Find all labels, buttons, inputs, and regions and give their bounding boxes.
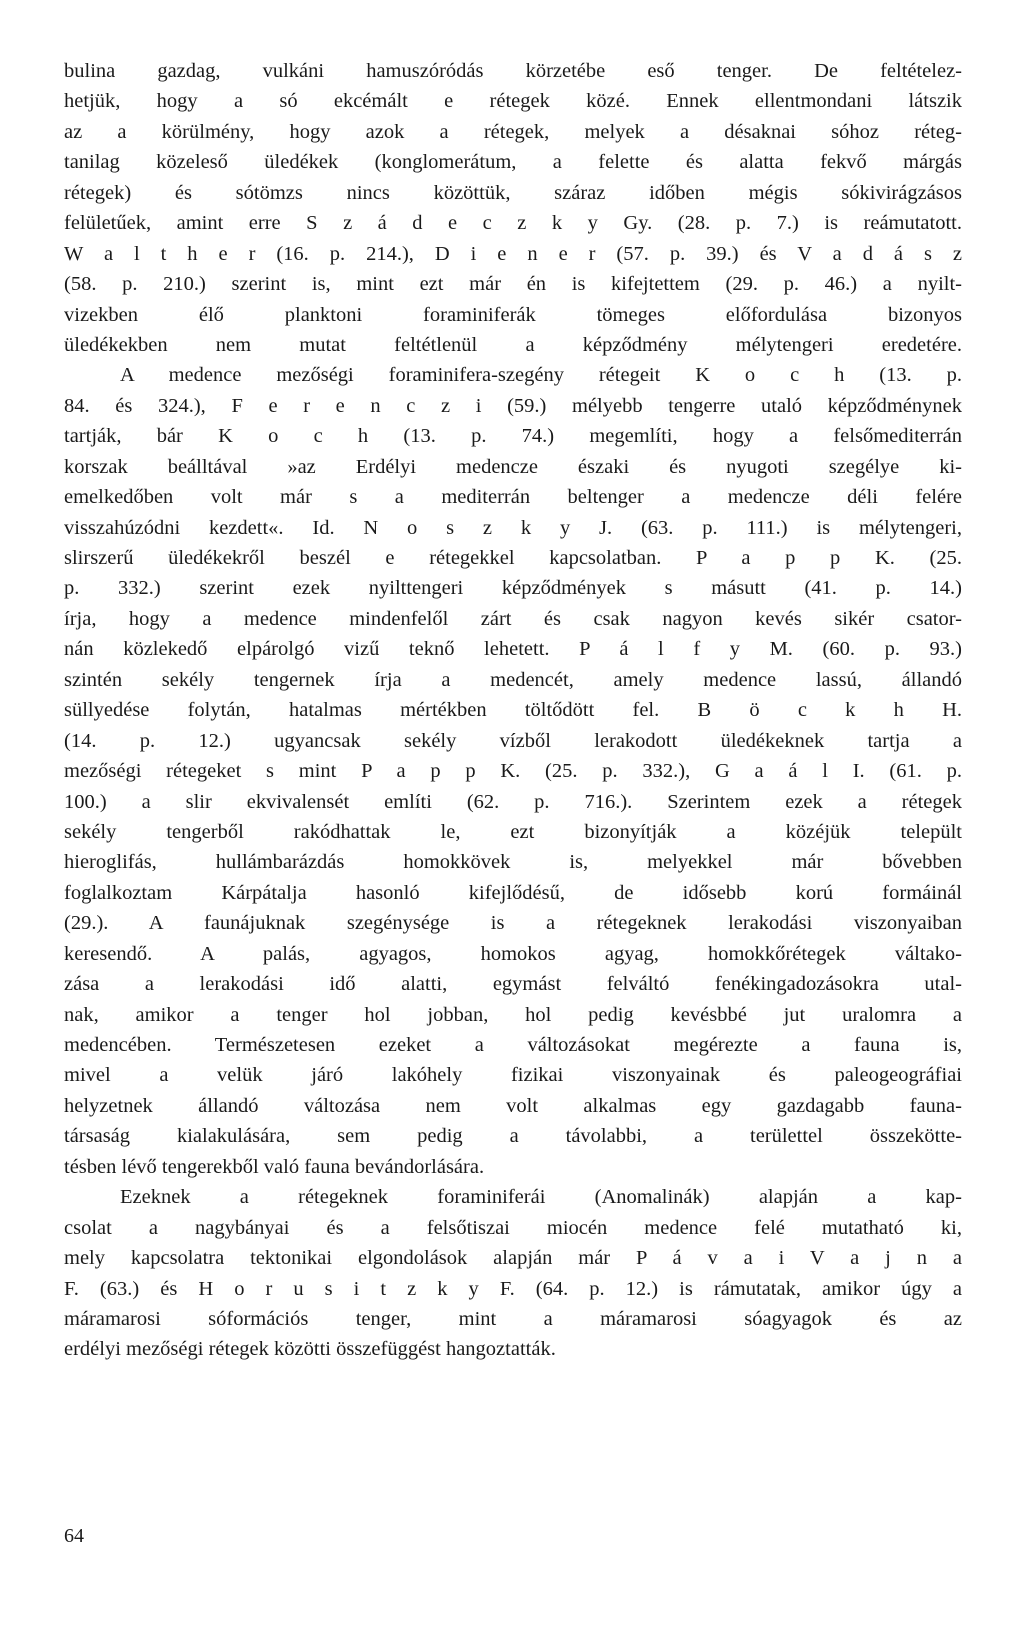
text-line: zása a lerakodási idő alatti, egymást felváltó fenékingadozásokra utal- [64, 973, 962, 996]
text-line: nak, amikor a tenger hol jobban, hol pedig kevésbbé jut uralomra a [64, 1003, 962, 1026]
text-line: csolat a nagybányai és a felsőtiszai miocén medence felé mutatható ki, [64, 1216, 962, 1239]
text-line: p. 332.) szerint ezek nyilttengeri képződmények s másutt (41. p. 14.) [64, 577, 962, 600]
text-line: szintén sekély tengernek írja a medencét, amely medence lassú, állandó [64, 668, 962, 691]
text-line: Ezeknek a rétegeknek foraminiferái (Anomalinák) alapján a kap- [120, 1186, 962, 1209]
text-line: nán közlekedő elpárolgó vizű teknő lehetett. P á l f y M. (60. p. 93.) [64, 638, 962, 661]
text-line: (58. p. 210.) szerint is, mint ezt már én is kifejtettem (29. p. 46.) a nyilt- [64, 273, 962, 296]
text-line: A medence mezőségi foraminifera-szegény rétegeit K o c h (13. p. [120, 364, 962, 387]
text-line: keresendő. A palás, agyagos, homokos agyag, homokkőrétegek váltako- [64, 942, 962, 965]
text-line: az a körülmény, hogy azok a rétegek, melyek a désaknai sóhoz réteg- [64, 120, 962, 143]
text-line: hieroglifás, hullámbarázdás homokkövek is, melyekkel már bővebben [64, 851, 962, 874]
text-line: slirszerű üledékekről beszél e rétegekkel kapcsolatban. P a p p K. (25. [64, 547, 962, 569]
text-line: (29.). A faunájuknak szegénysége is a rétegeknek lerakodási viszonyaiban [64, 912, 962, 935]
text-line: vizekben élő planktoni foraminiferák tömeges előfordulása bizonyos [64, 303, 962, 326]
text-line: tanilag közeleső üledékek (konglomerátum, a felette és alatta fekvő márgás [64, 151, 962, 174]
text-line: rétegek) és sótömzs nincs közöttük, száraz időben mégis sókivirágzásos [64, 181, 962, 204]
text-line: sekély tengerből rakódhattak le, ezt bizonyítják a közéjük települt [64, 820, 962, 843]
text-line: 100.) a slir ekvivalensét említi (62. p. 716.). Szerintem ezek a rétegek [64, 790, 962, 813]
text-line: emelkedőben volt már s a mediterrán beltenger a medencze déli felére [64, 486, 962, 509]
text-line: süllyedése folytán, hatalmas mértékben töltődött fel. B ö c k h H. [64, 699, 962, 722]
text-line: visszahúzódni kezdett«. Id. N o s z k y J. (63. p. 111.) is mélytengeri, [64, 516, 962, 539]
text-line: foglalkoztam Kárpátalja hasonló kifejlődésű, de idősebb korú formáinál [64, 881, 962, 904]
text-line: erdélyi mezőségi rétegek közötti összefüggést hangoztatták. [64, 1338, 556, 1361]
body-text [64, 56, 962, 1365]
text-line: felületűek, amint erre S z á d e c z k y Gy. (28. p. 7.) is reámutatott. [64, 212, 962, 235]
text-line: mivel a velük járó lakóhely fizikai viszonyainak és paleogeográfiai [64, 1064, 962, 1087]
text-line: helyzetnek állandó változása nem volt alkalmas egy gazdagabb fauna- [64, 1094, 962, 1117]
text-line: mely kapcsolatra tektonikai elgondolások alapján már P á v a i V a j n a [64, 1247, 962, 1270]
text-line: üledékekben nem mutat feltétlenül a képződmény mélytengeri eredetére. [64, 333, 962, 356]
text-line: írja, hogy a medence mindenfelől zárt és csak nagyon kevés sikér csator- [64, 607, 962, 630]
text-line: bulina gazdag, vulkáni hamuszóródás körzetébe eső tenger. De feltételez- [64, 60, 962, 82]
text-line: mezőségi rétegeket s mint P a p p K. (25. p. 332.), G a á l I. (61. p. [64, 760, 962, 783]
text-line: máramarosi sóformációs tenger, mint a máramarosi sóagyagok és az [64, 1307, 962, 1330]
text-line: F. (63.) és H o r u s i t z k y F. (64. p. 12.) is rámutatak, amikor úgy a [64, 1277, 962, 1300]
text-line: korszak beálltával »az Erdélyi medencze északi és nyugoti szegélye ki- [64, 455, 962, 478]
text-line: társaság kialakulására, sem pedig a távolabbi, a területtel összekötte- [64, 1125, 962, 1148]
text-line: 84. és 324.), F e r e n c z i (59.) mélyebb tengerre utaló képződménynek [64, 394, 962, 417]
text-line: W a l t h e r (16. p. 214.), D i e n e r (57. p. 39.) és V a d á s z [64, 242, 962, 265]
page-number: 64 [64, 1525, 84, 1547]
text-line: (14. p. 12.) ugyancsak sekély vízből lerakodott üledékeknek tartja a [64, 729, 962, 752]
text-line: tartják, bár K o c h (13. p. 74.) megemlíti, hogy a felsőmediterrán [64, 425, 962, 448]
text-line: medencében. Természetesen ezeket a változásokat megérezte a fauna is, [64, 1034, 962, 1056]
text-line: hetjük, hogy a só ekcémált e rétegek közé. Ennek ellentmondani látszik [64, 90, 962, 113]
text-line: tésben lévő tengerekből való fauna bevándorlására. [64, 1155, 485, 1178]
